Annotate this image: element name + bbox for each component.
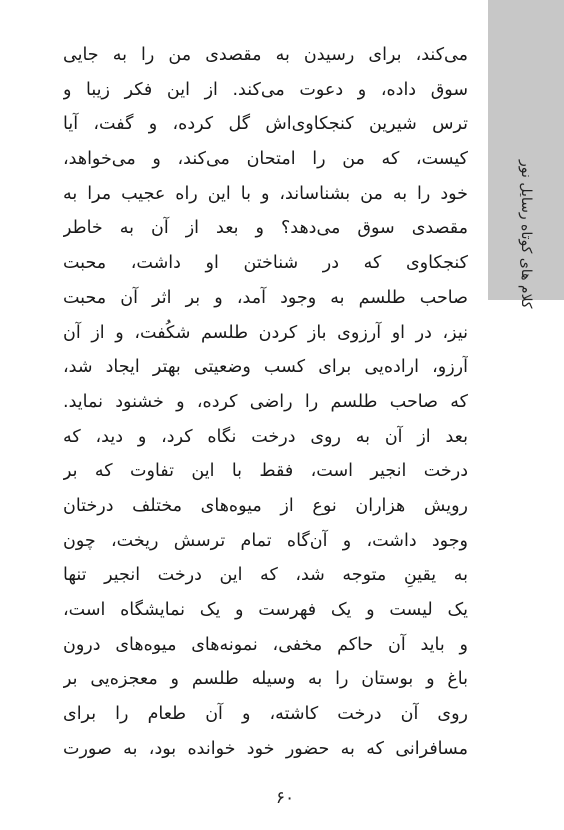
page-number: ۶۰ xyxy=(275,788,295,808)
text-line: خود را به من بشناساند، و با این راه عجیب مرا به xyxy=(63,183,468,204)
text-line: به یقینِ متوجه شد، که این درخت انجیر تنها xyxy=(63,565,468,586)
text-line: بعد از آن به روی درخت نگاه کرد، و دید، که xyxy=(63,426,468,447)
text-line: وجود داشت، و آن‌گاه تمام ترسش ریخت، چون xyxy=(63,530,468,551)
section-title: کلام های کوتاه xyxy=(518,223,534,309)
text-line: آرزو، اراده‌یی برای کسب وضعیتی بهتر ایجاد شد، xyxy=(63,357,468,378)
text-line: رویش هزاران نوع از میوه‌های مختلف درختان xyxy=(63,495,468,516)
text-line: مقصدی سوق می‌دهد؟ و بعد از آن به خاطر xyxy=(63,218,468,239)
text-line: یک لیست و یک فهرست و یک نمایشگاه است، xyxy=(63,600,468,620)
text-line: که صاحب طلسم را راضی کرده، و خشنود نماید. xyxy=(63,391,468,412)
text-line: مسافرانی که به حضور خود خوانده بود، به صورت xyxy=(63,738,468,759)
text-line: کنجکاوی که در شناختن او داشت، محبت xyxy=(63,253,468,274)
text-line: ترس شیرین کنجکاوی‌اش گل کرده، و گفت، آیا xyxy=(63,114,468,135)
text-line: درخت انجیر است، فقط با این تفاوت که بر xyxy=(63,461,468,482)
text-line: و باید آن حاکم مخفی، نمونه‌های میوه‌های درون xyxy=(63,634,468,655)
text-line: می‌کند، برای رسیدن به مقصدی من را به جایی xyxy=(63,45,468,65)
body-text xyxy=(63,38,468,766)
text-line: کیست، که من را امتحان می‌کند، و می‌خواهد، xyxy=(63,149,468,170)
text-line: صاحب طلسم به وجود آمد، و بر اثر آن محبت xyxy=(63,287,468,308)
book-title: رسایل نور xyxy=(518,160,534,220)
text-line: باغ و بوستان را به وسیله طلسم و معجزه‌یی بر xyxy=(63,669,468,690)
running-header xyxy=(492,160,560,309)
text-line: سوق داده، و دعوت می‌کند. از این فکر زیبا و xyxy=(63,79,468,100)
text-line: نیز، در او آرزوی باز کردن طلسم شکُفت، و از آن xyxy=(63,322,468,343)
text-line: روی آن درخت کاشته، و آن طعام را برای xyxy=(63,704,468,725)
